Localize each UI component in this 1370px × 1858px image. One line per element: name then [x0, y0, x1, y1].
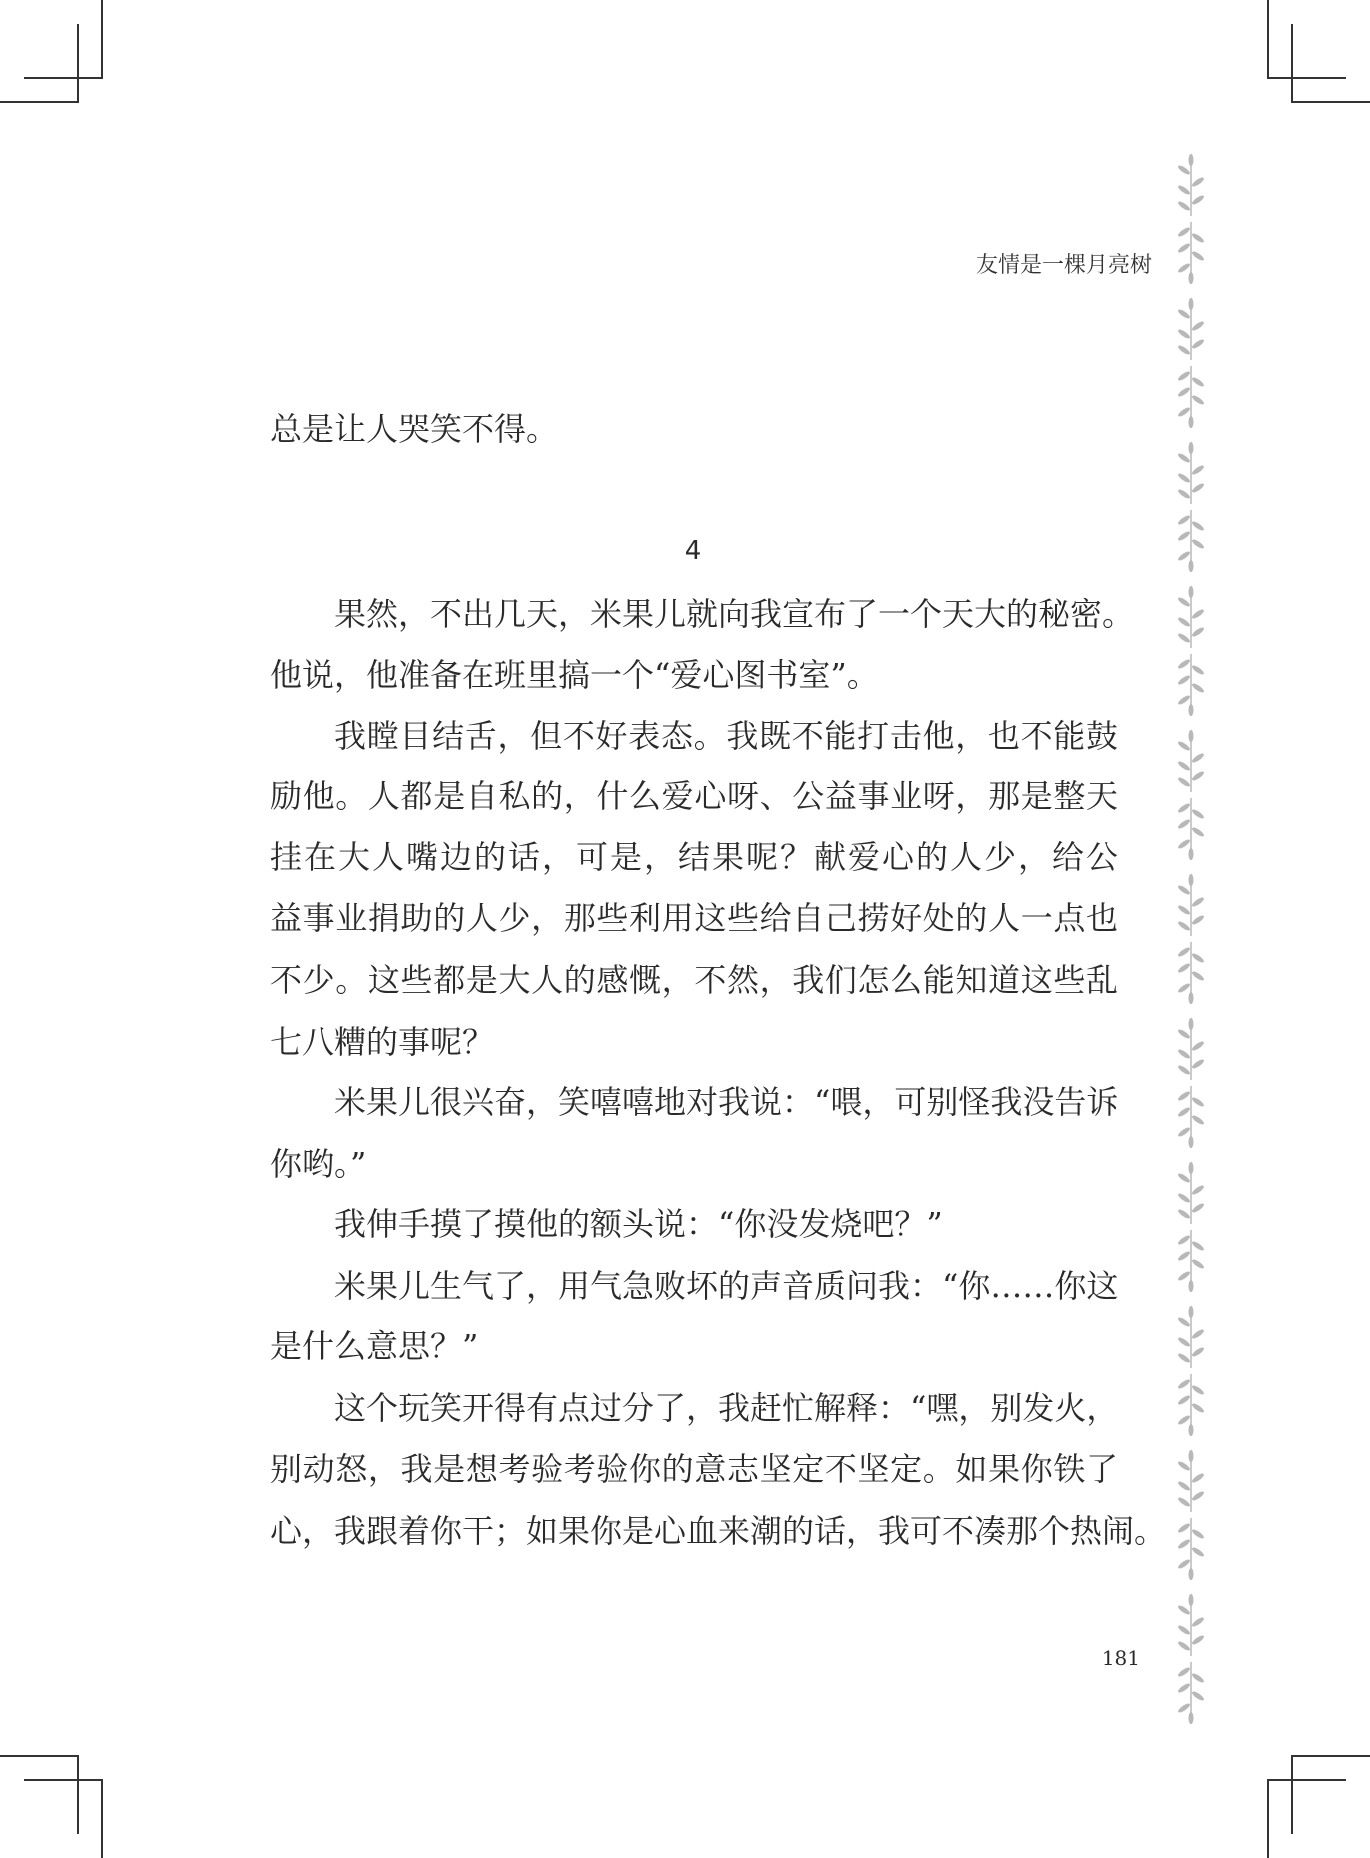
running-head: 友情是一棵月亮树: [975, 253, 1152, 278]
leaf-sprig-icon: [1177, 1018, 1205, 1080]
text-line: 总是让人哭笑不得。: [270, 410, 559, 448]
leaf-sprig-icon: [1177, 442, 1205, 504]
leaf-sprig-icon: [1177, 1662, 1205, 1724]
leaf-sprig-icon: [1177, 1086, 1205, 1148]
text-line: 我伸手摸了摸他的额头说：“你没发烧吧？”: [334, 1205, 943, 1243]
leaf-sprig-icon: [1177, 874, 1205, 936]
leaf-sprig-icon: [1177, 1306, 1205, 1368]
leaf-sprig-icon: [1177, 1162, 1205, 1224]
section-number: 4: [684, 536, 702, 566]
text-line: 我瞠目结舌，但不好表态。我既不能打击他，也不能鼓: [334, 717, 1118, 755]
text-line: 果然，不出几天，米果儿就向我宣布了一个天大的秘密。: [334, 595, 1135, 633]
leaf-sprig-icon: [1177, 1594, 1205, 1656]
text-line: 这个玩笑开得有点过分了，我赶忙解释：“嘿，别发火，: [334, 1389, 1119, 1427]
text-line: 励他。人都是自私的，什么爱心呀、公益事业呀，那是整天: [270, 777, 1118, 815]
text-line: 挂在大人嘴边的话，可是，结果呢？献爱心的人少，给公: [270, 838, 1118, 876]
text-line: 是什么意思？”: [270, 1327, 479, 1365]
leaf-sprig-icon: [1177, 1450, 1205, 1512]
leaf-sprig-icon: [1177, 510, 1205, 572]
text-line: 米果儿很兴奋，笑嘻嘻地对我说：“喂，可别怪我没告诉: [334, 1083, 1119, 1121]
leaf-sprig-icon: [1177, 1518, 1205, 1580]
leaf-sprig-icon: [1177, 942, 1205, 1004]
text-line: 别动怒，我是想考验考验你的意志坚定不坚定。如果你铁了: [270, 1450, 1118, 1488]
leaf-sprig-icon: [1177, 730, 1205, 792]
text-line: 不少。这些都是大人的感慨，不然，我们怎么能知道这些乱: [270, 961, 1118, 999]
text-line: 米果儿生气了，用气急败坏的声音质问我：“你……你这: [334, 1267, 1119, 1305]
leaf-sprig-icon: [1177, 654, 1205, 716]
leaf-sprig-icon: [1177, 586, 1205, 648]
leaf-sprig-icon: [1177, 222, 1205, 284]
text-line: 他说，他准备在班里搞一个“爱心图书室”。: [270, 656, 879, 694]
text-line: 你哟。”: [270, 1145, 367, 1183]
text-line: 七八糟的事呢？: [270, 1023, 495, 1061]
leaf-sprig-icon: [1177, 1374, 1205, 1436]
text-line: 心，我跟着你干；如果你是心血来潮的话，我可不凑那个热闹。: [270, 1512, 1167, 1550]
text-line: 益事业捐助的人少，那些利用这些给自己捞好处的人一点也: [270, 899, 1118, 937]
page-number: 181: [1101, 1646, 1140, 1670]
leaf-sprig-icon: [1177, 798, 1205, 860]
leaf-sprig-icon: [1177, 1230, 1205, 1292]
leaf-sprig-icon: [1177, 298, 1205, 360]
leaf-sprig-icon: [1177, 366, 1205, 428]
leaf-border: [1170, 150, 1210, 1740]
leaf-sprig-icon: [1177, 154, 1205, 216]
